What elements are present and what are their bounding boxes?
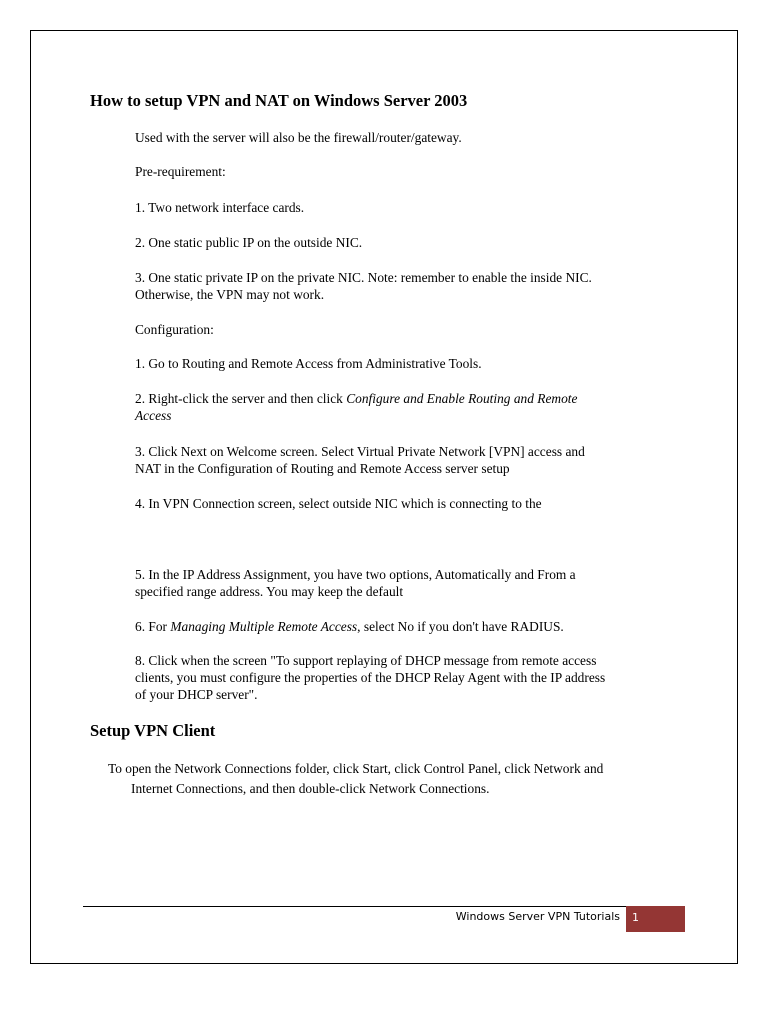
step-8 [135,652,605,703]
step-6 [135,618,564,635]
footer-rule [83,906,626,907]
step-8-line3: of your DHCP server". [135,687,258,702]
step-6-prefix: 6. For [135,619,171,634]
client-instructions [108,759,603,799]
step-5-line2: specified range address. You may keep the default [135,584,404,599]
step-8-line1: 8. Click when the screen "To support replaying of DHCP message from remote access [135,653,597,668]
prereq-item-3-line1: 3. One static private IP on the private NIC. Note: remember to enable the inside NIC. [135,270,592,285]
step-2 [135,390,577,424]
step-6-suffix: , select No if you don't have RADIUS. [357,619,564,634]
config-label: Configuration: [135,322,214,337]
page-number-badge: 1 [626,906,685,932]
step-4: 4. In VPN Connection screen, select outside NIC which is connecting to the [135,496,542,511]
prereq-item-3-line2: Otherwise, the VPN may not work. [135,287,325,302]
step-3-line2: NAT in the Configuration of Routing and Remote Access server setup [135,461,510,476]
prereq-item-1: 1. Two network interface cards. [135,200,305,215]
section-title-vpn-client: Setup VPN Client [90,721,216,740]
step-5 [135,566,576,600]
step-3-line1: 3. Click Next on Welcome screen. Select Virtual Private Network [VPN] access and [135,444,585,459]
prereq-item-2: 2. One static public IP on the outside NIC. [135,235,363,250]
footer-label: Windows Server VPN Tutorials [455,910,620,923]
step-2-italic-text-line2: Access [135,408,172,423]
prereq-label: Pre-requirement: [135,164,226,179]
document-title: How to setup VPN and NAT on Windows Server 2003 [90,91,468,110]
step-8-line2: clients, you must configure the properties of the DHCP Relay Agent with the IP address [135,670,606,685]
step-5-line1: 5. In the IP Address Assignment, you have two options, Automatically and From a [135,567,576,582]
intro-text: Used with the server will also be the firewall/router/gateway. [135,130,462,145]
prereq-item-3 [135,269,592,303]
client-line2: Internet Connections, and then double-click Network Connections. [131,781,490,796]
client-line1: To open the Network Connections folder, click Start, click Control Panel, click Network and [108,761,604,776]
step-2-italic-text: Configure and Enable Routing and Remote [346,391,578,406]
step-2-text: 2. Right-click the server and then click [135,391,347,406]
step-3 [135,443,585,477]
step-1: 1. Go to Routing and Remote Access from Administrative Tools. [135,356,482,371]
step-6-italic: Managing Multiple Remote Access [170,619,358,634]
